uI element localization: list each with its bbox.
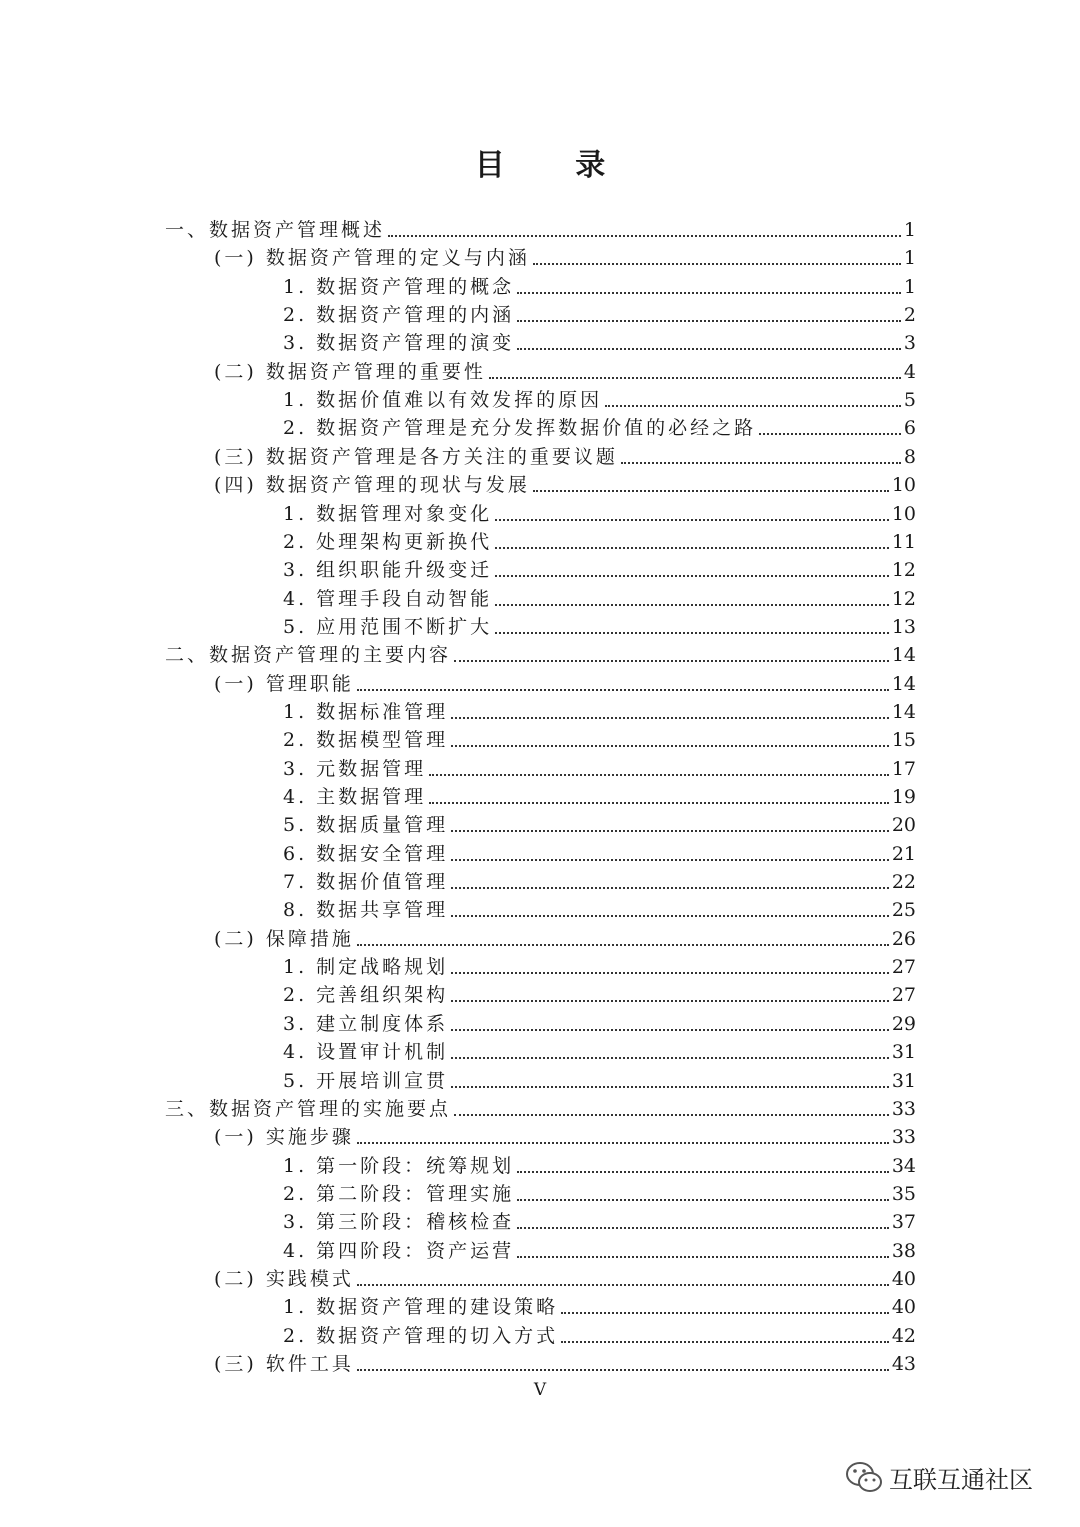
toc-entry-page: 1 [903, 247, 916, 270]
toc-entry-page: 27 [891, 984, 916, 1007]
dot-leader [451, 1000, 889, 1002]
dot-leader [517, 1171, 889, 1173]
toc-entry-label: 2. 处理架构更新换代 [283, 530, 493, 553]
dot-leader [495, 547, 889, 549]
toc-entry-label: 一、数据资产管理概述 [165, 219, 386, 241]
toc-entry-page: 20 [891, 814, 916, 837]
toc-entry[interactable] [0, 386, 1080, 414]
toc-entry[interactable] [0, 783, 1080, 811]
toc-entry-page: 37 [891, 1211, 916, 1234]
toc-entry-page: 35 [891, 1182, 916, 1205]
toc-entry-label: 2. 数据资产管理是充分发挥数据价值的必经之路 [283, 417, 757, 440]
dot-leader [495, 519, 889, 521]
toc-entry-page: 40 [891, 1296, 916, 1319]
toc-entry[interactable] [0, 953, 1080, 981]
dot-leader [759, 433, 901, 435]
toc-entry-page: 43 [891, 1353, 916, 1375]
toc-entry[interactable] [0, 216, 1080, 244]
toc-entry-page: 3 [903, 332, 916, 355]
toc-entry-page: 42 [891, 1324, 916, 1347]
toc-entry-label: 3. 组织职能升级变迁 [283, 559, 493, 582]
toc-entry-page: 38 [891, 1239, 916, 1262]
toc-entry-label: 5. 应用范围不断扩大 [283, 615, 493, 638]
toc-entry[interactable] [0, 244, 1080, 272]
dot-leader [388, 235, 901, 237]
toc-entry-page: 5 [903, 389, 916, 412]
dot-leader [533, 490, 889, 492]
toc-entry-label: 2. 数据资产管理的内涵 [283, 304, 515, 327]
toc-entry[interactable] [0, 613, 1080, 641]
watermark [845, 1460, 1033, 1495]
toc-entry-page: 11 [891, 530, 916, 553]
dot-leader [517, 1199, 889, 1201]
toc-entry-page: 27 [891, 956, 916, 979]
toc-entry[interactable] [0, 1322, 1080, 1350]
toc-entry-label: 3. 第三阶段：稽核检查 [283, 1211, 515, 1234]
dot-leader [357, 944, 889, 946]
toc-entry-page: 31 [891, 1041, 916, 1064]
toc-entry-page: 19 [891, 786, 916, 808]
toc-entry-page: 10 [891, 474, 916, 497]
toc-entry[interactable] [0, 273, 1080, 301]
toc-entry-page: 29 [891, 1012, 916, 1035]
page-number: V [533, 1380, 547, 1400]
toc-entry[interactable] [0, 301, 1080, 329]
toc-entry[interactable] [0, 1010, 1080, 1038]
dot-leader [357, 689, 889, 691]
toc-entry[interactable] [0, 868, 1080, 896]
toc-entry-label: 1. 数据标准管理 [283, 700, 449, 723]
toc-entry-label: 3. 数据资产管理的演变 [283, 332, 515, 355]
toc-entry-page: 8 [903, 445, 916, 468]
toc-entry-page: 6 [903, 417, 916, 440]
toc-entry-label: 3. 元数据管理 [283, 757, 427, 780]
dot-leader [495, 604, 889, 606]
dot-leader [451, 915, 889, 917]
toc-entry-label: 1. 数据管理对象变化 [283, 502, 493, 525]
toc-entry[interactable] [0, 1293, 1080, 1321]
toc-entry-label: 5. 数据质量管理 [283, 814, 449, 837]
dot-leader [357, 1142, 889, 1144]
toc-entry-page: 31 [891, 1069, 916, 1092]
dot-leader [357, 1369, 889, 1371]
dot-leader [533, 263, 901, 265]
toc-entry[interactable] [0, 329, 1080, 357]
toc-entry[interactable] [0, 1152, 1080, 1180]
toc-entry-page: 14 [891, 672, 916, 695]
toc-entry-page: 2 [903, 304, 916, 327]
dot-leader [517, 292, 901, 294]
toc-entry[interactable] [0, 1180, 1080, 1208]
dot-leader [495, 632, 889, 634]
toc-entry-page: 17 [891, 757, 916, 780]
toc-entry[interactable] [0, 698, 1080, 726]
toc-entry-label: 4. 设置审计机制 [283, 1041, 449, 1064]
toc-entry-label: 5. 开展培训宣贯 [283, 1069, 449, 1092]
toc-entry-label: (一) 管理职能 [214, 672, 354, 695]
toc-entry-label: (三) 软件工具 [214, 1353, 354, 1375]
dot-leader [495, 575, 889, 577]
toc-entry-label: 三、数据资产管理的实施要点 [165, 1097, 452, 1120]
dot-leader [454, 660, 889, 662]
toc-entry-label: (二) 保障措施 [214, 927, 354, 950]
dot-leader [489, 377, 901, 379]
dot-leader [451, 1086, 889, 1088]
toc-entry-page: 40 [891, 1267, 916, 1290]
toc-entry[interactable] [0, 1095, 1080, 1123]
toc-entry-page: 14 [891, 644, 916, 667]
toc-entry-label: (二) 数据资产管理的重要性 [214, 360, 486, 383]
toc-entry[interactable] [0, 500, 1080, 528]
dot-leader [451, 859, 889, 861]
toc-entry[interactable] [0, 981, 1080, 1009]
toc-entry-page: 14 [891, 700, 916, 723]
toc-entry-label: 1. 数据资产管理的概念 [283, 275, 515, 298]
toc-entry[interactable] [0, 755, 1080, 783]
toc-entry-page: 10 [891, 502, 916, 525]
toc-entry[interactable] [0, 556, 1080, 584]
dot-leader [357, 1284, 889, 1286]
toc-entry[interactable] [0, 726, 1080, 754]
toc-entry-page: 25 [891, 899, 916, 922]
toc-entry-page: 4 [903, 360, 916, 383]
dot-leader [561, 1341, 889, 1343]
toc-entry[interactable] [0, 1123, 1080, 1151]
toc-entry[interactable] [0, 896, 1080, 924]
toc-entry-label: 4. 管理手段自动智能 [283, 587, 493, 610]
toc-entry-page: 21 [891, 842, 916, 865]
toc-entry[interactable] [0, 443, 1080, 471]
toc-entry-label: 2. 完善组织架构 [283, 984, 449, 1007]
toc-entry[interactable] [0, 471, 1080, 499]
dot-leader [451, 717, 889, 719]
toc-entry-page: 12 [891, 559, 916, 582]
toc-entry[interactable] [0, 1067, 1080, 1095]
toc-entry-page: 12 [891, 587, 916, 610]
toc-entry[interactable] [0, 1237, 1080, 1265]
toc-entry-label: 1. 数据资产管理的建设策略 [283, 1296, 559, 1319]
dot-leader [451, 1057, 889, 1059]
toc-entry-label: 二、数据资产管理的主要内容 [165, 644, 452, 667]
toc-entry-label: 4. 主数据管理 [283, 786, 427, 808]
dot-leader [517, 1256, 889, 1258]
dot-leader [451, 972, 889, 974]
toc-entry[interactable] [0, 1350, 1080, 1378]
toc-entry[interactable] [0, 641, 1080, 669]
dot-leader [517, 1227, 889, 1229]
toc-entry-page: 1 [903, 219, 916, 241]
toc-entry-label: (四) 数据资产管理的现状与发展 [214, 474, 530, 497]
toc-entry-page: 15 [891, 729, 916, 752]
toc-entry-label: 2. 第二阶段：管理实施 [283, 1182, 515, 1205]
dot-leader [561, 1312, 889, 1314]
toc-entry-label: (二) 实践模式 [214, 1267, 354, 1290]
toc-entry[interactable] [0, 670, 1080, 698]
toc-entry[interactable] [0, 528, 1080, 556]
dot-leader [429, 774, 889, 776]
toc-entry[interactable] [0, 1038, 1080, 1066]
toc-entry-label: 2. 数据资产管理的切入方式 [283, 1324, 559, 1347]
dot-leader [451, 745, 889, 747]
dot-leader [605, 405, 901, 407]
dot-leader [429, 802, 889, 804]
dot-leader [621, 462, 901, 464]
watermark-text: 互联互通社区 [889, 1466, 1033, 1494]
toc-entry-label: 1. 制定战略规划 [283, 956, 449, 979]
toc-entry-label: 1. 第一阶段：统筹规划 [283, 1154, 515, 1177]
toc-entry-label: 3. 建立制度体系 [283, 1012, 449, 1035]
toc-entry-label: (一) 数据资产管理的定义与内涵 [214, 247, 530, 270]
page-title: 目 录 [474, 148, 636, 183]
toc-entry[interactable] [0, 358, 1080, 386]
toc-entry-label: 6. 数据安全管理 [283, 842, 449, 865]
toc-entry-page: 33 [891, 1097, 916, 1120]
toc-entry-label: 4. 第四阶段：资产运营 [283, 1239, 515, 1262]
toc-entry-label: (一) 实施步骤 [214, 1126, 354, 1149]
toc-entry[interactable] [0, 585, 1080, 613]
toc-entry-page: 26 [891, 927, 916, 950]
toc-entry-label: 1. 数据价值难以有效发挥的原因 [283, 389, 603, 412]
wechat-icon [845, 1461, 883, 1495]
dot-leader [517, 348, 901, 350]
dot-leader [517, 320, 901, 322]
toc-entry[interactable] [0, 840, 1080, 868]
toc-entry-page: 33 [891, 1126, 916, 1149]
toc-entry-label: (三) 数据资产管理是各方关注的重要议题 [214, 445, 618, 468]
toc-entry-page: 22 [891, 871, 916, 894]
toc-entry-label: 8. 数据共享管理 [283, 899, 449, 922]
toc-entry[interactable] [0, 1208, 1080, 1236]
toc-entry-page: 34 [891, 1154, 916, 1177]
dot-leader [454, 1114, 889, 1116]
toc-entry[interactable] [0, 811, 1080, 839]
toc-entry-label: 2. 数据模型管理 [283, 729, 449, 752]
toc-entry-page: 13 [891, 615, 916, 638]
toc-entry[interactable] [0, 925, 1080, 953]
toc-entry-label: 7. 数据价值管理 [283, 871, 449, 894]
toc-entry[interactable] [0, 414, 1080, 442]
dot-leader [451, 830, 889, 832]
toc-entry[interactable] [0, 1265, 1080, 1293]
dot-leader [451, 887, 889, 889]
toc-entry-page: 1 [903, 275, 916, 298]
dot-leader [451, 1029, 889, 1031]
